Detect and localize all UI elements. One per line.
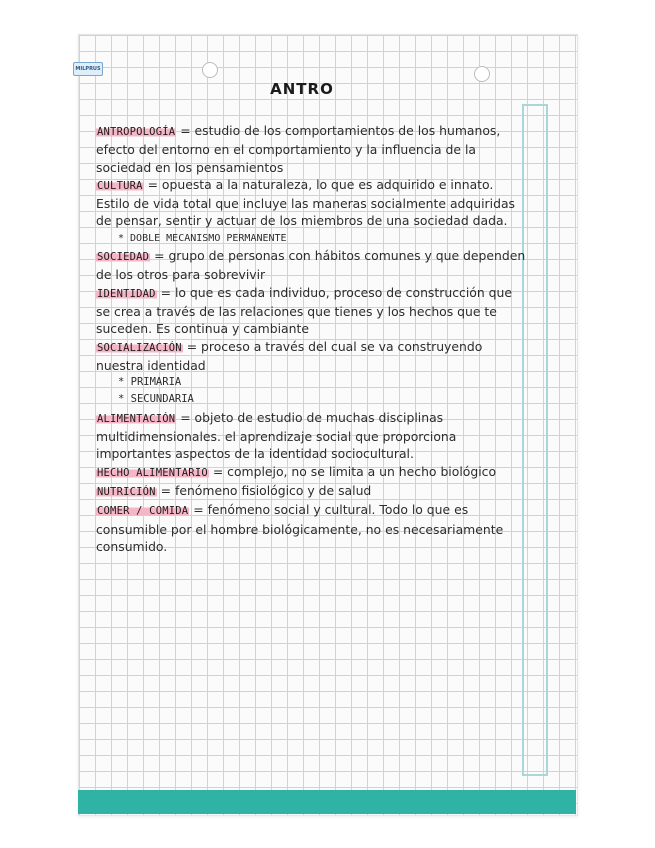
- entry-identidad: [96, 284, 526, 338]
- entry-sociedad: [96, 247, 526, 284]
- term-label: SOCIEDAD: [97, 251, 150, 264]
- footer-band: [78, 790, 576, 814]
- entry-alimentacion: [96, 409, 526, 463]
- definition-text: = lo que es cada individuo, proceso de construcción que se crea a través de las relaciones que tienes y los hechos que te suceden. Es continua y cambiante: [96, 284, 512, 337]
- notes-body: [96, 122, 526, 555]
- entry-hecho-alimentario: [96, 463, 526, 482]
- term-label: NUTRICIÓN: [97, 485, 156, 498]
- definition-text: = complejo, no se limita a un hecho biológico: [208, 463, 497, 479]
- term-label: ALIMENTACIÓN: [97, 412, 176, 425]
- definition-text: = grupo de personas con hábitos comunes y que dependen de los otros para sobrevivir: [96, 248, 526, 283]
- term-label: SOCIALIZACIÓN: [97, 341, 182, 354]
- punch-hole-left: [202, 62, 218, 78]
- brand-logo: MILPRUS: [73, 62, 103, 76]
- page-title: ANTRO: [270, 80, 334, 98]
- entry-cultura: [96, 176, 526, 230]
- term-label: IDENTIDAD: [97, 287, 156, 300]
- sub-note: * SECUNDARIA: [118, 393, 194, 406]
- term-label: COMER / COMIDA: [97, 505, 189, 518]
- punch-hole-right: [474, 66, 490, 82]
- definition-text: = estudio de los comportamientos de los humanos, efecto del entorno en el comportamiento y la influencia de la sociedad en los pensamientos: [96, 123, 501, 175]
- term-label: ANTROPOLOGÍA: [97, 126, 176, 138]
- definition-text: = objeto de estudio de muchas disciplinas multidimensionales. el aprendizaje social que proporciona importantes aspectos de la identidad sociocultural.: [96, 409, 457, 462]
- term-label: HECHO ALIMENTARIO: [97, 466, 208, 479]
- term-label: CULTURA: [97, 179, 143, 192]
- definition-text: = fenómeno fisiológico y de salud: [156, 482, 372, 498]
- sub-note: * DOBLE MECANISMO PERMANENTE: [118, 232, 287, 244]
- entry-nutricion: [96, 482, 526, 501]
- definition-text: = opuesta a la naturaleza, lo que es adquirido e innato. Estilo de vida total que incluye las maneras socialmente adquiridas de pensar, sentir y actuar de los miembros de una sociedad dada.: [96, 176, 516, 229]
- definition-text: = proceso a través del cual se va construyendo nuestra identidad: [96, 338, 483, 373]
- entry-comer-comida: [96, 501, 526, 555]
- definition-text: = fenómeno social y cultural. Todo lo que es consumible por el hombre biológicamente, no es necesariamente consumido.: [96, 502, 504, 554]
- entry-socializacion: [96, 338, 526, 375]
- sub-note: * PRIMARIA: [118, 376, 182, 389]
- entry-antropologia: [96, 122, 526, 176]
